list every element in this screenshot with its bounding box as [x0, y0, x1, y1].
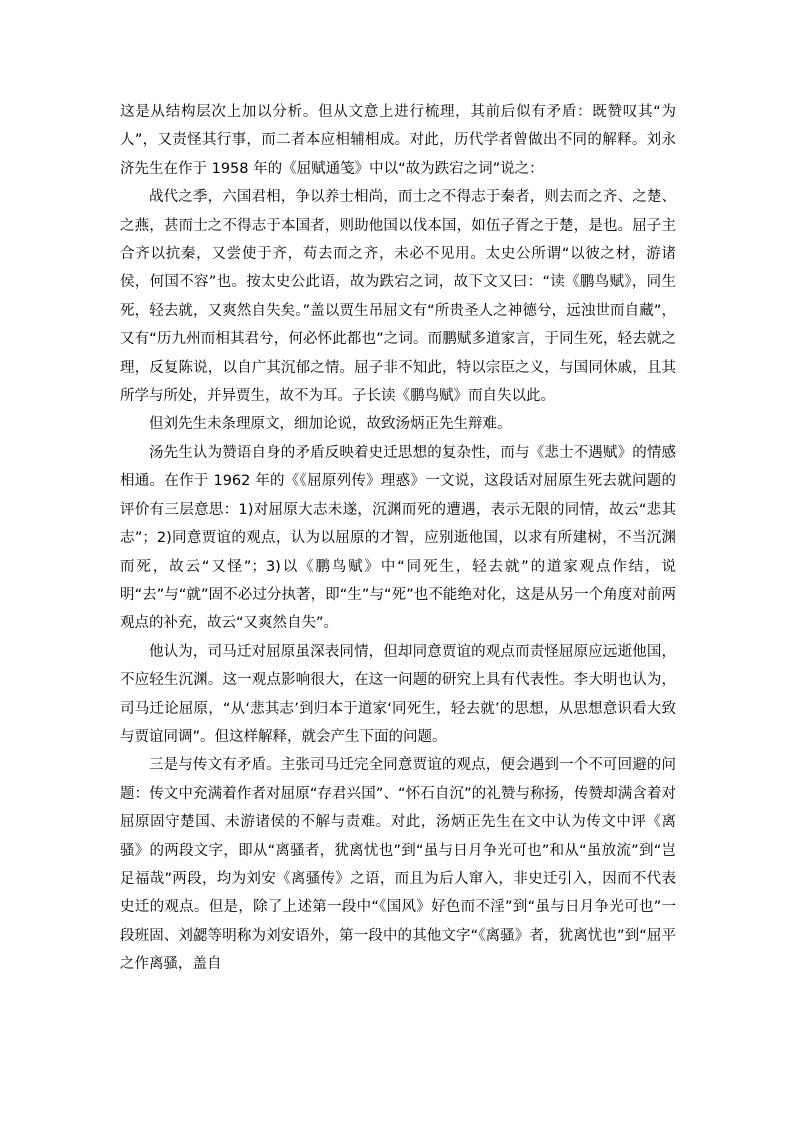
paragraph-2-quotation: 战代之季，六国君相，争以养士相尚，而士之不得志于秦者，则去而之齐、之楚、之燕，甚而士之不得志于本国者，则助他国以伐本国，如伍子胥之于楚，是也。屈子主合齐以抗秦，又尝使于齐，苟去而之齐，未必不见用。太史公所谓“以彼之材，游诸侯，何国不容”也。按太史公此语，故为跌宕之词，故下文又曰：“读《鹏鸟赋》，同生死，轻去就，又爽然自失矣。”盖以贾生吊屈文有“所贵圣人之神德兮，远浊世而自藏”，又有“历九州而相其君兮，何必怀此都也”之词。而鹏赋多道家言，于同生死，轻去就之理，反复陈说，以自广其沉郁之情。屈子非不知此，特以宗臣之义，与国同休戚，且其所学与所处，并异贾生，故不为耳。子长读《鹏鸟赋》而自失以此。 [120, 189, 676, 405]
paragraph-3: 但刘先生未条理原文，细加论说，故致汤炳正先生辩难。 [149, 416, 512, 433]
paragraph-4: 汤先生认为赞语自身的矛盾反映着史迁思想的复杂性，而与《悲士不遇赋》的情感相通。在作于 1962 年的《《屈原列传》理惑》一文说，这段话对屈原生死去就问题的评价有三层意思：1)对屈原大志未遂，沉渊而死的遭遇，表示无限的同情，故云“悲其志”；2)同意贾谊的观点，认为以屈原的才智，应别逝他国，以求有所建树，不当沉渊而死，故云“又怪”；3)以《鹏鸟赋》中“同死生，轻去就”的道家观点作结，说明“去”与“就”固不必过分执著，即“生”与“死”也不能绝对化，这是从另一个角度对前两观点的补充，故云“又爽然自失”。 [120, 444, 676, 632]
paragraph-1: 这是从结构层次上加以分析。但从文意上进行梳理，其前后似有矛盾：既赞叹其“为人”，又责怪其行事，而二者本应相辅相成。对此，历代学者曾做出不同的解释。刘永济先生在作于 1958 年的《屈赋通笺》中以“故为跌宕之词”说之： [120, 104, 676, 177]
body-text [120, 98, 676, 979]
paragraph-6: 三是与传文有矛盾。主张司马迁完全同意贾谊的观点，便会遇到一个不可回避的问题：传文中充满着作者对屈原“存君兴国”、“怀石自沉”的礼赞与称扬，传赞却满含着对屈原固守楚国、未游诸侯的不解与责难。对此，汤炳正先生在文中认为传文中评《离骚》的两段文字，即从“离骚者，犹离忧也”到“虽与日月争光可也”和从“虽放流”到“岂足福哉”两段，均为刘安《离骚传》之语，而且为后人窜入，非史迁引入，因而不代表史迁的观点。但是，除了上述第一段中“《国风》好色而不淫”到“虽与日月争光可也”一段班固、刘勰等明称为刘安语外，第一段中的其他文字“《离骚》者，犹离忧也”到“屈平之作离骚，盖自 [120, 757, 676, 973]
paragraph-5: 他认为，司马迁对屈原虽深表同情，但却同意贾谊的观点而责怪屈原应远逝他国，不应轻生沉渊。这一观点影响很大，在这一问题的研究上具有代表性。李大明也认为，司马迁论屈原，“从‘悲其志’到归本于道家‘同死生，轻去就’的思想，从思想意识看大致与贾谊同调”。但这样解释，就会产生下面的问题。 [120, 643, 676, 745]
